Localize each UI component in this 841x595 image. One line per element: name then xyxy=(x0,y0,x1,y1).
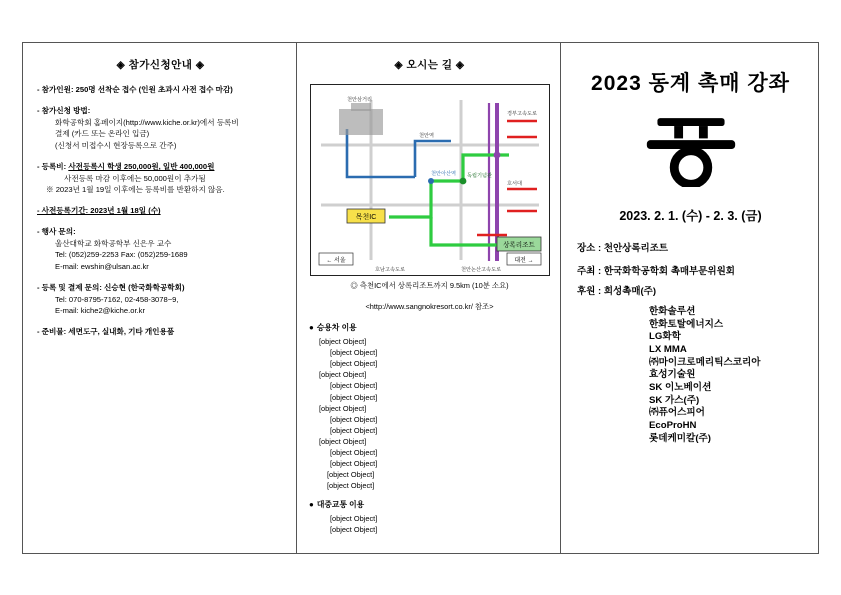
registration-deadline: - 사전등록기간: 2023년 1월 18일 (수) xyxy=(37,206,161,216)
registration-section-title: ◈ 참가신청안내 ◈ xyxy=(116,59,205,71)
route-line: [object Object] xyxy=(319,436,367,446)
svg-text:호서대: 호서대 xyxy=(506,181,522,187)
svg-text:← 서울: ← 서울 xyxy=(325,258,346,264)
event-sponsor-head xyxy=(577,283,808,297)
list-item: 효성기술원 xyxy=(649,369,696,381)
logo-block xyxy=(573,111,808,192)
route-note: [object Object] xyxy=(327,481,375,491)
svg-text:천안삼거리: 천안삼거리 xyxy=(346,97,372,103)
kiche-catalysis-logo-icon xyxy=(638,111,744,187)
registration-item-line: E-mail: ewshin@ulsan.ac.kr xyxy=(55,262,149,272)
event-place-value: 천안상록리조트 xyxy=(603,243,669,254)
registration-item xyxy=(37,282,284,317)
route-line: [object Object] xyxy=(330,459,378,469)
column-directions xyxy=(297,43,561,553)
registration-item xyxy=(37,326,284,338)
list-item: ㈜마이크로메리틱스코리아 xyxy=(649,356,761,368)
event-title: 2023 동계 촉매 강좌 xyxy=(591,72,790,95)
directions-section-title: ◈ 오시는 길 ◈ xyxy=(394,59,465,71)
registration-item-lead: - 참가인원: 250명 선착순 접수 (인원 초과시 사전 접수 마감) xyxy=(37,85,233,94)
event-place-label: 장소 : xyxy=(577,243,602,254)
registration-item-line: Tel: 070-8795-7162, 02-458-3078~9, xyxy=(55,294,179,304)
route-line: [object Object] xyxy=(330,392,378,402)
registration-item-line: Tel: (052)259-2253 Fax: (052)259-1689 xyxy=(55,250,188,260)
route-line: [object Object] xyxy=(330,513,378,523)
list-item: SK 이노베이션 xyxy=(649,381,712,393)
brochure-sheet xyxy=(22,42,819,554)
list-item: LX MMA xyxy=(649,343,687,355)
directions-transit-heading xyxy=(309,499,550,510)
registration-item-line: E-mail: kiche2@kiche.or.kr xyxy=(55,306,146,316)
registration-item xyxy=(37,226,284,273)
directions-transit-lines xyxy=(309,513,550,535)
route-line: [object Object] xyxy=(330,381,378,391)
map-source-caption: <http://www.sangnokresort.co.kr/ 참조> xyxy=(365,302,494,311)
registration-item-lead: - 참가신청 방법: xyxy=(37,105,91,115)
route-line: [object Object] xyxy=(330,359,378,369)
list-item: 한화솔루션 xyxy=(649,306,696,317)
svg-text:목천IC: 목천IC xyxy=(355,214,376,221)
list-item: EcoProHN xyxy=(649,419,697,431)
route-line: [object Object] xyxy=(330,425,378,435)
registration-item-line: (신청서 미접수시 현장등록으로 간주) xyxy=(55,141,177,151)
route-line: [object Object] xyxy=(319,403,367,413)
location-map xyxy=(310,84,550,276)
route-note: [object Object] xyxy=(327,470,375,480)
registration-fee-line: 사전등록시 학생 250,000원, 일반 400,000원 xyxy=(68,161,215,171)
directions-car-heading xyxy=(309,322,550,333)
list-item: 롯데케미칼(주) xyxy=(649,432,711,444)
bullet-icon: ● xyxy=(309,323,314,332)
directions-car-heading-label: 승용차 이용 xyxy=(316,323,357,332)
registration-item-line: 사전등록 마감 이후에는 50,000원이 추가됨 xyxy=(64,173,206,183)
registration-item-line: 결제 (카드 또는 온라인 입금) xyxy=(55,129,150,139)
svg-text:호남고속도로: 호남고속도로 xyxy=(374,267,405,273)
event-host-label: 주최 : xyxy=(577,266,602,277)
registration-item xyxy=(37,205,284,217)
svg-text:경부고속도로: 경부고속도로 xyxy=(506,111,537,117)
route-line: [object Object] xyxy=(330,414,378,424)
route-line: [object Object] xyxy=(319,337,367,346)
event-date: 2023. 2. 1. (수) - 2. 3. (금) xyxy=(619,209,762,223)
registration-item xyxy=(37,161,284,196)
event-place xyxy=(577,240,808,254)
list-item: ㈜퓨어스피어 xyxy=(649,407,705,419)
route-line: [object Object] xyxy=(330,448,378,458)
map-distance-legend: ◎ 측천IC에서 상록리조트까지 9.5km (10분 소요) xyxy=(350,281,509,290)
list-item: SK 가스(주) xyxy=(649,394,700,406)
svg-text:천안아산역: 천안아산역 xyxy=(430,171,456,177)
route-line: [object Object] xyxy=(330,348,378,358)
registration-item-line: 화학공학회 홈페이지(http://www.kiche.or.kr)에서 등록비 xyxy=(55,117,239,127)
registration-item-lead: - 준비물: 세면도구, 실내화, 기타 개인용품 xyxy=(37,327,175,337)
column-registration-info xyxy=(23,43,297,553)
list-item: LG화학 xyxy=(649,331,681,343)
route-line: [object Object] xyxy=(319,370,367,380)
bullet-icon: ● xyxy=(309,499,314,509)
registration-item-lead: - 행사 문의: xyxy=(37,226,76,236)
route-line: [object Object] xyxy=(330,524,378,534)
svg-text:대전 →: 대전 → xyxy=(513,258,534,264)
event-host-value: 한국화학공학회 촉매부문위원회 xyxy=(603,266,735,277)
event-sponsor-label: 후원 : xyxy=(577,286,602,297)
registration-item xyxy=(37,84,284,96)
registration-item-lead: - 등록 및 결제 문의: 신승현 (한국화학공학회) xyxy=(37,282,185,292)
svg-text:독립기념관: 독립기념관 xyxy=(466,173,492,179)
svg-text:천안논산고속도로: 천안논산고속도로 xyxy=(460,267,501,273)
map-graphic xyxy=(311,85,549,275)
svg-text:상록리조트: 상록리조트 xyxy=(502,242,535,249)
registration-item-line: 울산대학교 화학공학부 신은우 교수 xyxy=(55,238,172,248)
registration-item-line: ※ 2023년 1월 19일 이후에는 등록비를 반환하지 않음. xyxy=(46,185,225,195)
sponsor-list xyxy=(573,306,808,445)
column-event-summary xyxy=(561,43,818,553)
svg-text:천안역: 천안역 xyxy=(418,133,434,139)
directions-car-lines xyxy=(309,336,550,492)
registration-item-lead: - 등록비: xyxy=(37,161,67,171)
list-item: 한화토탈에너지스 xyxy=(649,318,724,330)
registration-item xyxy=(37,105,284,152)
event-host xyxy=(577,263,808,277)
event-sponsor-first: 희성촉매(주) xyxy=(603,286,657,297)
directions-transit-heading-label: 대중교통 이용 xyxy=(316,499,365,509)
